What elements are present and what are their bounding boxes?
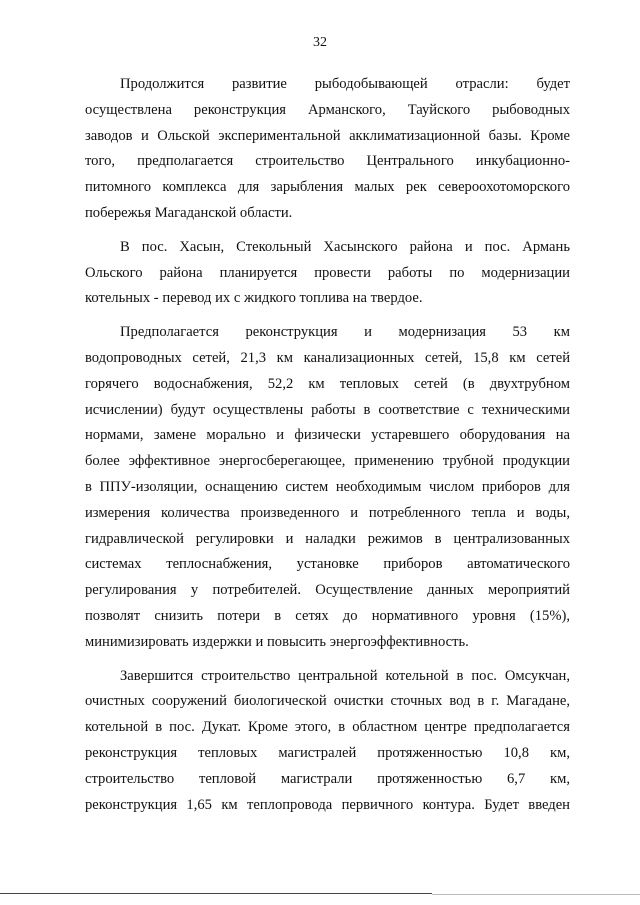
paragraph-construction [85, 664, 570, 819]
text-line: горячего водоснабжения, 52,2 км тепловых сетей (в двухтрубном [85, 375, 570, 392]
text-line: питомного комплекса для зарыбления малых рек североохотоморского [85, 179, 570, 196]
text-line: заводов и Ольской экспериментальной акклиматизационной базы. Кроме [85, 127, 570, 144]
text-line: реконструкция тепловых магистралей протяженностью 10,8 км, [85, 744, 570, 761]
text-line: реконструкция 1,65 км теплопровода первичного контура. Будет введен [85, 796, 570, 813]
paragraph-boilers [85, 235, 570, 312]
page-number: 32 [313, 35, 327, 50]
text-line: системах теплоснабжения, установке приборов автоматического [85, 556, 570, 573]
text-line: водопроводных сетей, 21,3 км канализационных сетей, 15,8 км сетей [85, 349, 570, 366]
text-line: того, предполагается строительство Центрального инкубационно- [85, 153, 570, 170]
text-line: исчислении) будут осуществлены работы в соответствие с техническими [85, 401, 570, 418]
document-body [85, 72, 570, 818]
text-line: гидравлической регулировки и наладки режимов в централизованных [85, 530, 570, 547]
text-line: осуществлена реконструкция Арманского, Тауйского рыбоводных [85, 101, 570, 118]
text-line: побережья Магаданской области. [85, 204, 293, 221]
text-line: минимизировать издержки и повысить энергоэффективность. [85, 633, 469, 650]
paragraph-fisheries [85, 72, 570, 227]
text-line: строительство тепловой магистрали протяженностью 6,7 км, [85, 770, 570, 787]
text-line: очистных сооружений биологической очистки сточных вод в г. Магадане, [85, 693, 570, 710]
paragraph-networks [85, 320, 570, 655]
scan-edge-line [0, 893, 432, 894]
text-line: позволят снизить потери в сетях до нормативного уровня (15%), [85, 607, 570, 624]
text-line: измерения количества произведенного и потребленного тепла и воды, [85, 504, 570, 521]
scan-edge-line-faint [432, 894, 640, 895]
text-line: Завершится строительство центральной котельной в пос. Омсукчан, [120, 667, 570, 684]
text-line: В пос. Хасын, Стекольный Хасынского района и пос. Армань [120, 238, 570, 255]
text-line: котельных - перевод их с жидкого топлива на твердое. [85, 290, 423, 307]
text-line: Продолжится развитие рыбодобывающей отрасли: будет [120, 76, 570, 92]
text-line: регулирования у потребителей. Осуществление данных мероприятий [85, 582, 570, 599]
text-line: в ППУ-изоляции, оснащению систем необходимым числом приборов для [85, 478, 570, 495]
text-line: Ольского района планируется провести работы по модернизации [85, 264, 570, 281]
text-line: нормами, замене морально и физически устаревшего оборудования на [85, 427, 570, 444]
text-line: Предполагается реконструкция и модернизация 53 км [120, 324, 570, 341]
text-line: котельной в пос. Дукат. Кроме этого, в областном центре предполагается [85, 719, 570, 736]
text-line: более эффективное энергосберегающее, применению трубной продукции [85, 453, 570, 470]
